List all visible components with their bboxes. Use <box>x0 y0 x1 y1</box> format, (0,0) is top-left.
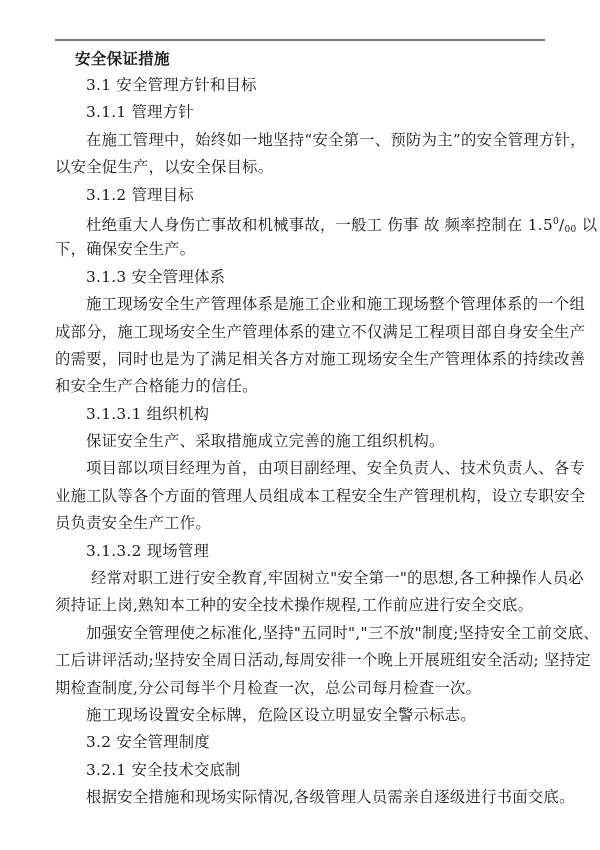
paragraph-line: 施工现场安全生产管理体系是施工企业和施工现场整个管理体系的一个组 <box>86 295 586 314</box>
paragraph-line: 以安全促生产，以安全保目标。 <box>55 158 274 177</box>
paragraph-line <box>55 209 598 236</box>
paragraph-line: 工后讲评活动;坚持安全周日活动,每周安徘一个晚上开展班组安全活动; 坚持定 <box>55 651 591 670</box>
document-page <box>55 46 600 812</box>
paragraph-line: 的需要，同时也是为了满足相关各方对施工现场安全生产管理体系的持续改善 <box>55 349 586 368</box>
paragraph-line: 加强安全管理使之标准化,坚持"五同时","三不放"制度;坚持安全工前交底、 <box>86 623 600 642</box>
paragraph-line: 在施工管理中，始终如一地坚持“安全第一、预防为主”的安全管理方针， <box>86 130 586 149</box>
paragraph-line: 下，确保安全生产。 <box>55 240 196 259</box>
heading-3-1-3-1: 3.1.3.1 组织机构 <box>86 404 210 423</box>
heading-3-1: 3.1 安全管理方针和目标 <box>86 76 257 94</box>
permille-sup: 0 <box>553 216 560 227</box>
paragraph-line: 经常对职工进行安全教育,牢固树立"安全第一"的思想,各工种操作人员必 <box>91 569 584 588</box>
heading-3-2: 3.2 安全管理制度 <box>86 733 210 752</box>
paragraph-line: 期检查制度,分公司每半个月检查一次，总公司每月检查一次。 <box>55 678 482 697</box>
paragraph-line: 项目部以项目经理为首，由项目副经理、安全负责人、技术负责人、各专 <box>86 459 586 478</box>
paragraph-line: 业施工队等各个方面的管理人员组成本工程安全生产管理机构，设立专职安全 <box>55 486 586 505</box>
paragraph-line: 根据安全措施和现场实际情况,各级管理人员需亲自逐级进行书面交底。 <box>86 788 575 807</box>
paragraph-line: 和安全生产合格能力的信任。 <box>55 377 258 396</box>
paragraph-line: 施工现场设置安全标牌，危险区设立明显安全警示标志。 <box>86 705 476 724</box>
paragraph-text-after: 以 <box>576 215 598 234</box>
heading-3-1-3-2: 3.1.3.2 现场管理 <box>86 541 210 560</box>
heading-3-1-1: 3.1.1 管理方针 <box>86 103 194 122</box>
paragraph-text: 杜绝重大人身伤亡事故和机械事故，一般工 伤事 故 频率控制在 1.5 <box>86 215 553 234</box>
section-title: 安全保证措施 <box>75 50 170 68</box>
header-rule <box>55 39 545 41</box>
paragraph-line: 须持证上岗,熟知本工种的安全技术操作规程,工作前应进行安全交底。 <box>55 596 534 615</box>
permille-sub: 00 <box>564 224 577 235</box>
paragraph-line: 成部分，施工现场安全生产管理体系的建立不仅满足工程项目部自身安全生产 <box>55 322 586 341</box>
heading-3-2-1: 3.2.1 安全技术交底制 <box>86 760 241 779</box>
permille-slash: / <box>559 215 565 234</box>
paragraph-line: 员负责安全生产工作。 <box>55 514 211 533</box>
paragraph-line: 保证安全生产、采取措施成立完善的施工组织机构。 <box>86 432 445 451</box>
heading-3-1-2: 3.1.2 管理目标 <box>86 185 194 204</box>
heading-3-1-3: 3.1.3 安全管理体系 <box>86 267 226 286</box>
